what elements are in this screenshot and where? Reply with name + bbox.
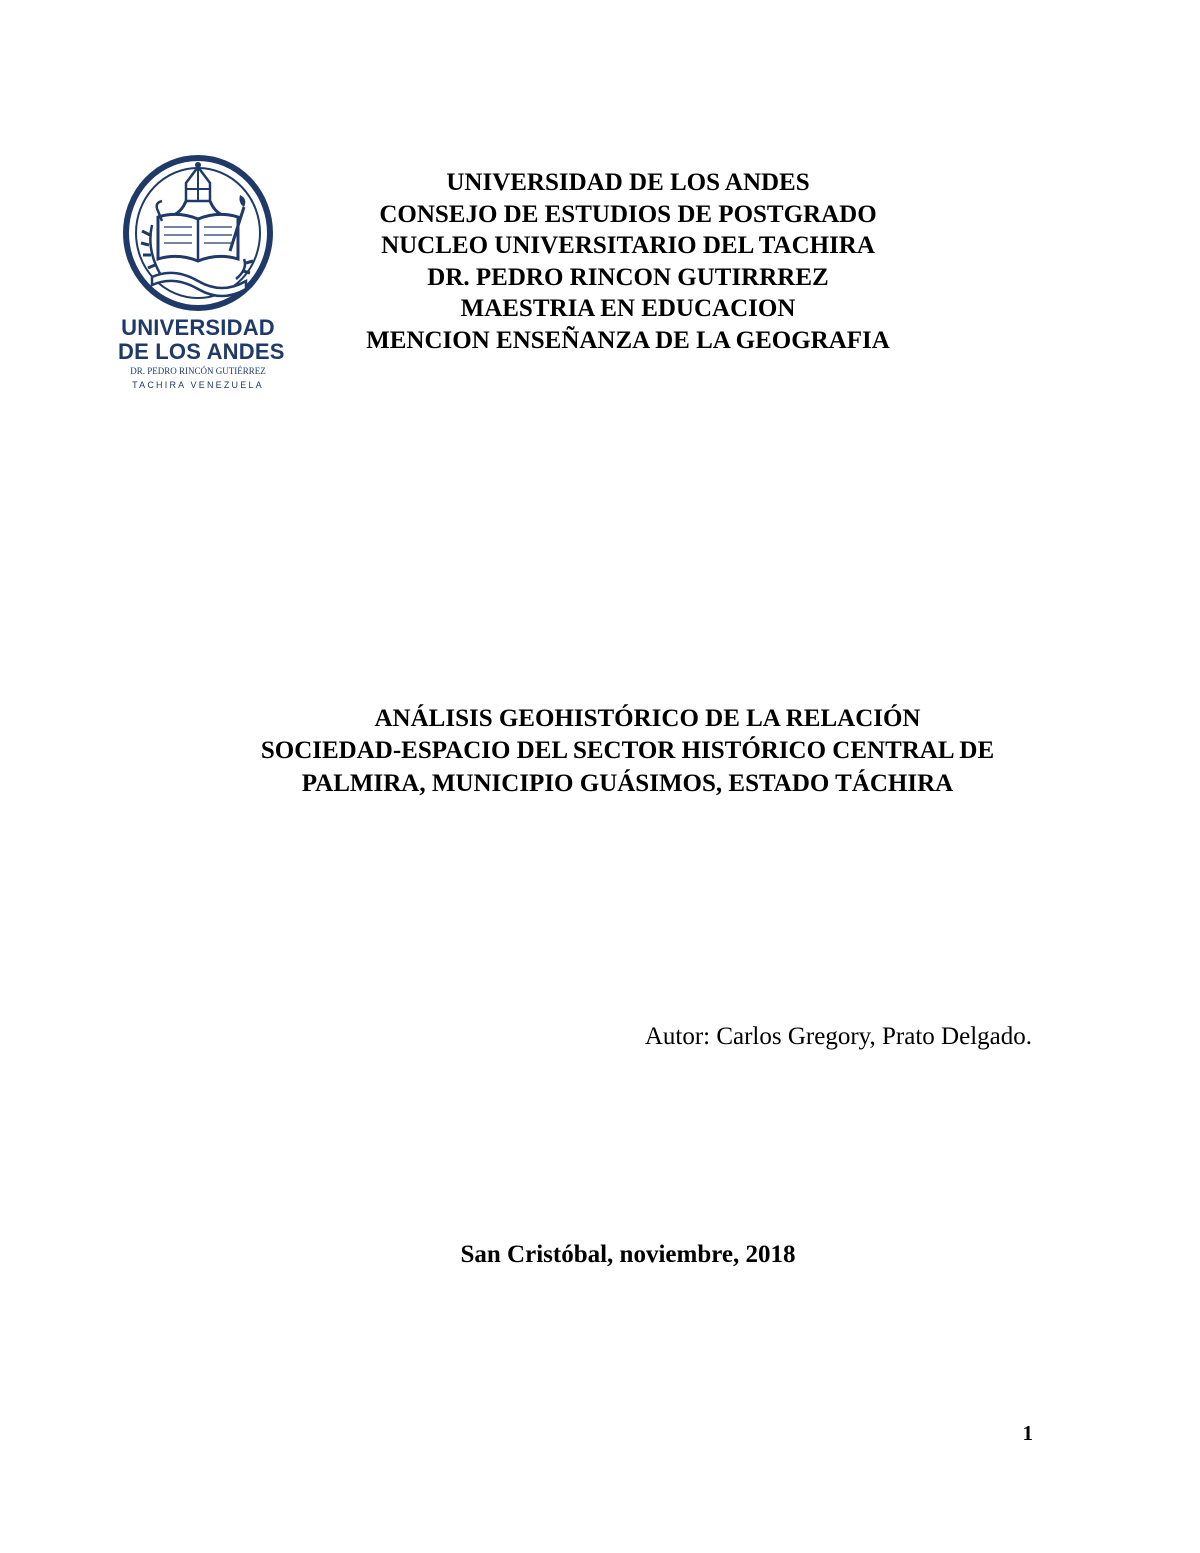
page-number: 1 (1022, 1421, 1033, 1445)
logo-text-nucleo: DR. PEDRO RINCÓN GUTIÉRREZ (130, 366, 266, 376)
header-nucleus-name: DR. PEDRO RINCON GUTIRRREZ (427, 263, 829, 291)
header-council: CONSEJO DE ESTUDIOS DE POSTGRADO (379, 200, 877, 228)
thesis-title (200, 703, 1055, 800)
university-seal-icon (122, 155, 274, 311)
header-nucleus: NUCLEO UNIVERSITARIO DEL TACHIRA (381, 232, 875, 260)
logo-text-location: TACHIRA VENEZUELA (132, 380, 264, 390)
header-mention: MENCION ENSEÑANZA DE LA GEOGRAFIA (366, 326, 890, 354)
logo-text-de-los-andes: DE LOS ANDES (118, 339, 285, 364)
title-line-3: PALMIRA, MUNICIPIO GUÁSIMOS, ESTADO TÁCHIRA (301, 769, 954, 797)
university-logo (118, 155, 285, 395)
institution-header (300, 167, 956, 357)
header-university: UNIVERSIDAD DE LOS ANDES (446, 169, 810, 196)
title-line-2: SOCIEDAD-ESPACIO DEL SECTOR HISTÓRICO CENTRAL DE (260, 737, 995, 765)
header-program: MAESTRIA EN EDUCACION (460, 295, 796, 323)
author-line: Autor: Carlos Gregory, Prato Delgado. (644, 1023, 1032, 1050)
logo-text-universidad: UNIVERSIDAD (121, 315, 275, 340)
title-line-1: ANÁLISIS GEOHISTÓRICO DE LA RELACIÓN (374, 705, 921, 732)
place-and-date: San Cristóbal, noviembre, 2018 (460, 1241, 796, 1268)
